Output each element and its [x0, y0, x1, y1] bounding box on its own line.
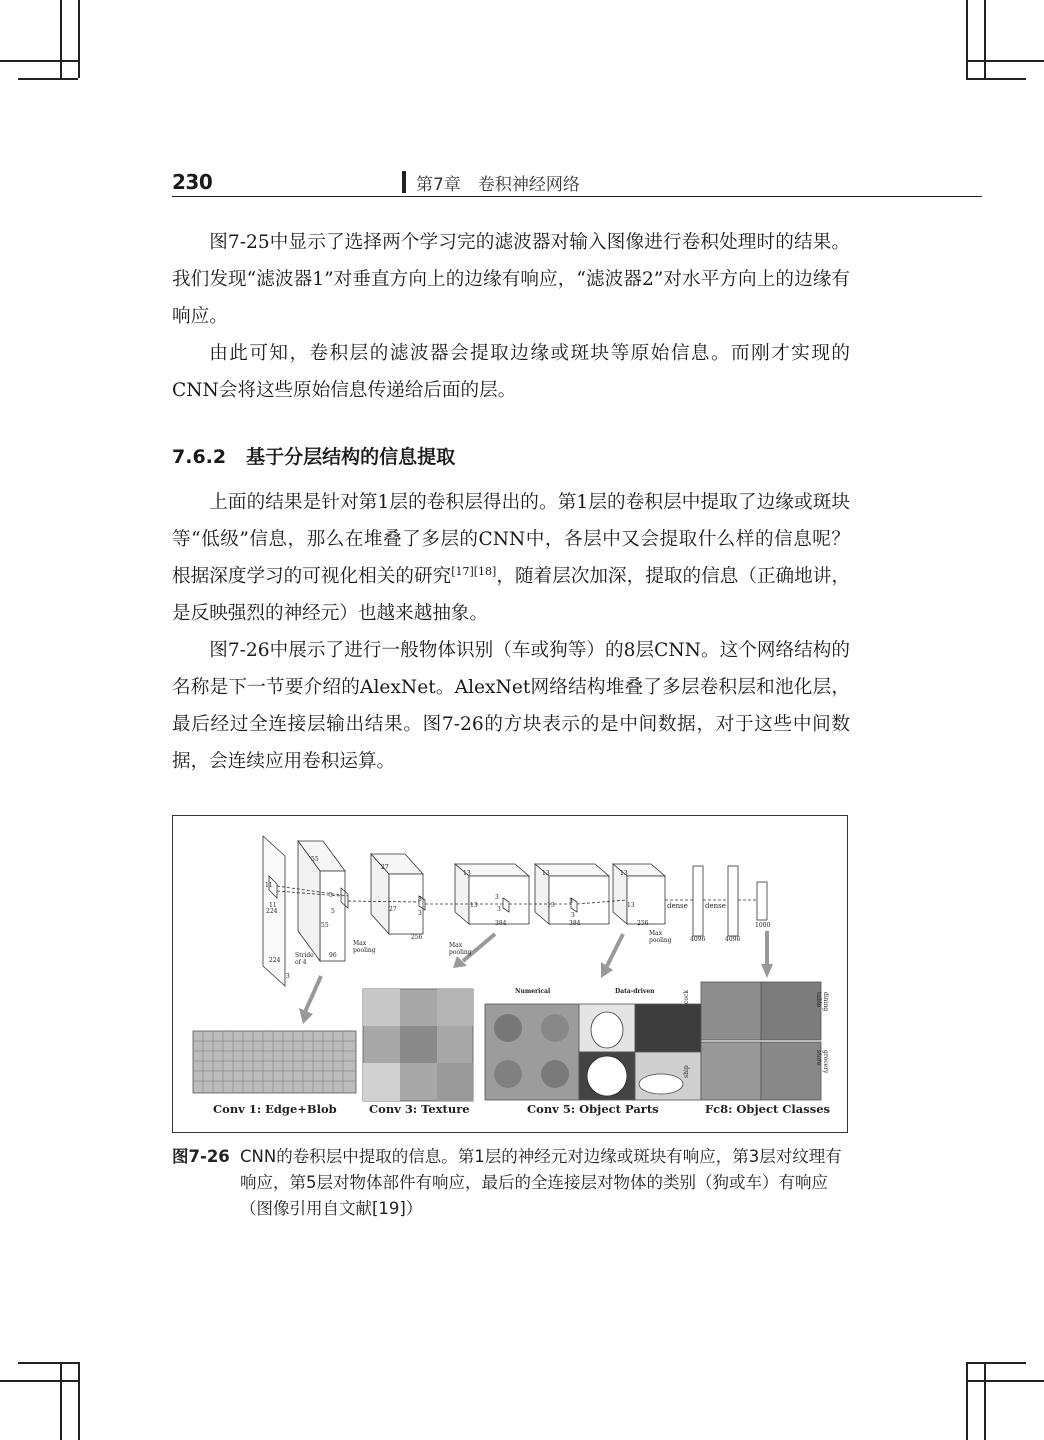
label: 1000 [755, 922, 771, 929]
panel-title-conv3: Conv 3: Texture [369, 1102, 470, 1116]
label: 384 [495, 920, 507, 927]
crop-mark [60, 0, 62, 78]
label: 5 [329, 892, 333, 899]
paragraph [172, 484, 850, 632]
label: Numerical [515, 988, 551, 995]
label: 3 [495, 894, 499, 901]
header-divider [402, 171, 406, 193]
label: Stride [295, 952, 314, 959]
paragraph: 图7-25中显示了选择两个学习完的滤波器对输入图像进行卷积处理时的结果。我们发现“滤波器1”对垂直方向上的边缘有响应，“滤波器2”对水平方向上的边缘有响应。 [172, 232, 850, 327]
label: 384 [569, 920, 581, 927]
label: dense [667, 902, 688, 910]
label: 4096 [690, 936, 706, 943]
label: grocery store [815, 1050, 829, 1074]
crop-mark [60, 1362, 62, 1440]
figure-alexnet [172, 815, 848, 1133]
label: Max [353, 940, 367, 947]
label: 3 [569, 898, 573, 905]
label: 3 [418, 896, 422, 903]
label: Max [449, 942, 463, 949]
paragraph: 由此可知，卷积层的滤波器会提取边缘或斑块等原始信息。而刚才实现的CNN会将这些原始信息传递给后面的层。 [172, 343, 850, 401]
crop-mark [966, 78, 1026, 80]
body-text-bottom [172, 484, 850, 780]
label: 13 [547, 902, 555, 909]
label: 256 [411, 934, 423, 941]
running-header [172, 166, 982, 197]
crop-mark [0, 1380, 78, 1382]
label: dense [705, 902, 726, 910]
label: 3 [571, 912, 575, 919]
label: 27 [381, 864, 389, 871]
caption-label: 图7-26 [172, 1147, 230, 1166]
label: 256 [637, 920, 649, 927]
label: 224 [266, 908, 278, 915]
panel-title-conv1: Conv 1: Edge+Blob [213, 1102, 337, 1116]
paragraph: 图7-26中展示了进行一般物体识别（车或狗等）的8层CNN。这个网络结构的名称是下一节要介绍的AlexNet。AlexNet网络结构堆叠了多层卷积层和池化层，最后经过全连接层输出结果。图7-26的方块表示的是中间数据，对于这些中间数据，会连续应用卷积运算。 [172, 640, 850, 772]
crop-mark [0, 60, 78, 62]
label: of 4 [295, 959, 307, 966]
panel-title-fc8: Fc8: Object Classes [705, 1102, 830, 1116]
label: 4096 [725, 936, 741, 943]
label: pooling [449, 949, 472, 956]
crop-mark [966, 1362, 1026, 1364]
crop-mark [966, 60, 1044, 62]
paragraph-text: ，随着层次加深，提取的信息（正确地讲，是反映强烈的神经元）也越来越抽象。 [172, 566, 850, 624]
label: 27 [389, 906, 397, 913]
label: 13 [627, 902, 635, 909]
label: 3 [418, 910, 422, 917]
crop-mark [984, 1362, 986, 1440]
label: 96 [329, 952, 337, 959]
citation[interactable]: [17][18] [451, 564, 497, 578]
label: dining table [815, 992, 829, 1012]
label: 13 [542, 870, 550, 877]
crop-mark [984, 0, 986, 78]
label: Max [649, 930, 663, 937]
label: Data-driven [615, 988, 655, 995]
label: 11 [269, 902, 277, 909]
body-text-top [172, 224, 850, 409]
label: 13 [620, 870, 628, 877]
label: 55 [321, 922, 329, 929]
crop-mark [966, 0, 968, 78]
caption-text: CNN的卷积层中提取的信息。第1层的神经元对边缘或斑块有响应，第3层对纹理有响应，第5层对物体部件有响应，最后的全连接层对物体的类别（狗或车）有响应（图像引用自文献[19]） [240, 1147, 842, 1218]
crop-mark [966, 1362, 968, 1440]
net-labels [173, 816, 849, 1134]
label: pooling [649, 937, 672, 944]
section-heading [172, 442, 455, 469]
label: 11 [265, 882, 273, 889]
label: 224 [269, 957, 281, 964]
crop-mark [78, 1362, 80, 1440]
crop-mark [18, 1362, 78, 1364]
paragraph-text: 上面的结果是针对第1层的卷积层得出的。第1层的卷积层中提取了边缘或斑块等“低级”信息，那么在堆叠了多层的CNN中，各层中又会提取什么样的信息呢？根据深度学习的可视化相关的研究 [172, 492, 850, 587]
figure-caption [172, 1144, 852, 1222]
section-title: 基于分层结构的信息提取 [246, 446, 456, 468]
label: 5 [331, 908, 335, 915]
label: pooling [353, 947, 376, 954]
crop-mark [966, 1380, 1044, 1382]
panel-titles [173, 1102, 849, 1118]
panel-title-conv5: Conv 5: Object Parts [527, 1102, 659, 1116]
label: 55 [311, 856, 319, 863]
section-number: 7.6.2 [172, 446, 227, 468]
crop-mark [78, 0, 80, 78]
label: ship [683, 1065, 690, 1078]
label: 3 [497, 906, 501, 913]
crop-mark [18, 78, 78, 80]
label: 13 [463, 870, 471, 877]
label: 3 [286, 973, 290, 980]
label: cock [683, 990, 690, 1004]
chapter-title: 第7章 卷积神经网络 [416, 175, 580, 195]
page-number: 230 [172, 170, 213, 194]
label: 13 [470, 902, 478, 909]
